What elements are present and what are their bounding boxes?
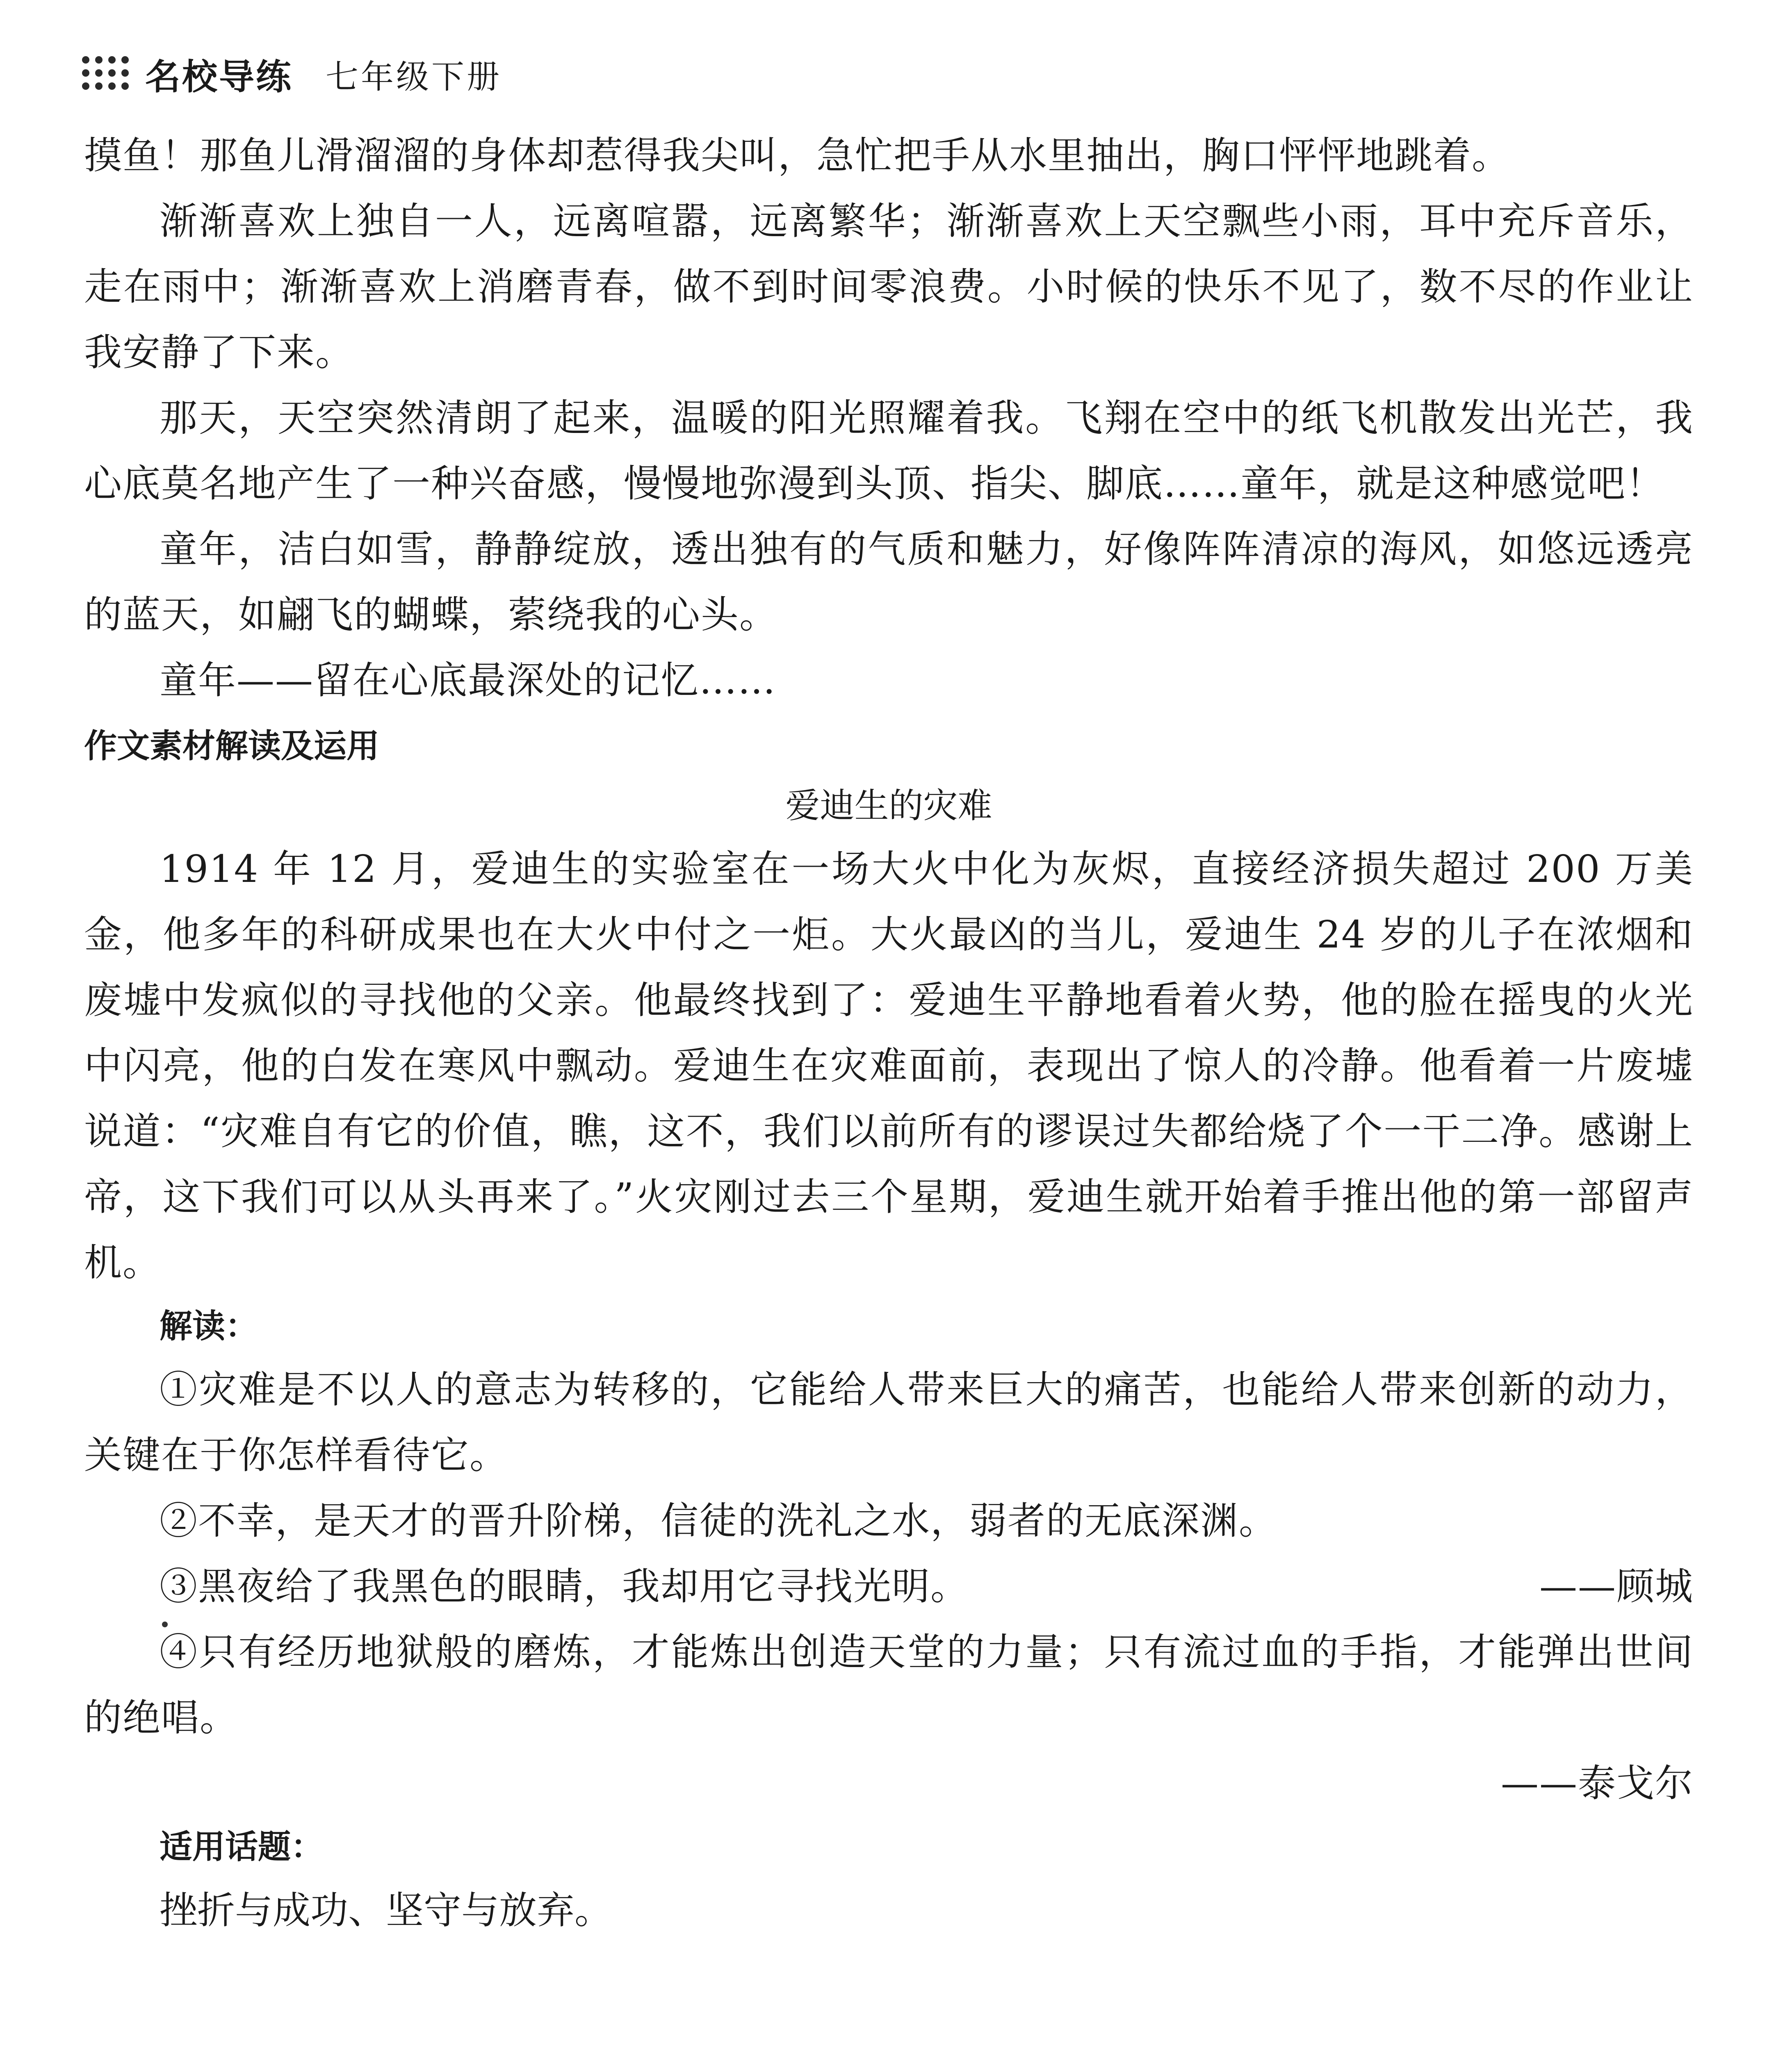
essay-paragraph: 渐渐喜欢上独自一人，远离喧嚣，远离繁华；渐渐喜欢上天空飘些小雨，耳中充斥音乐，走在雨中；渐渐喜欢上消磨青春，做不到时间零浪费。小时候的快乐不见了，数不尽的作业让我安静了下来。 <box>84 199 1694 374</box>
story-title: 爱迪生的灾难 <box>785 786 992 826</box>
quote-author: ——泰戈尔 <box>1500 1761 1694 1805</box>
quote-text: ④只有经历地狱般的磨炼，才能炼出创造天堂的力量；只有流过血的手指，才能弹出世间的绝唱。 <box>84 1630 1694 1740</box>
story-text: 1914 年 12 月，爱迪生的实验室在一场大火中化为灰烬，直接经济损失超过 200 万美金，他多年的科研成果也在大火中付之一炬。大火最凶的当儿，爱迪生 24 岁的儿子在浓烟和废墟中发疯似的寻找他的父亲。他最终找到了：爱迪生平静地看着火势，他的脸在摇曳的火光中闪亮，他的白发在寒风中飘动。爱迪生在灾难面前，表现出了惊人的冷静。他看着一片废墟说道：“灾难自有它的价值，瞧，这不，我们以前所有的谬误过失都给烧了个一干二净。感谢上帝，这下我们可以从头再来了。”火灾刚过去三个星期，爱迪生就开始着手推出他的第一部留声机。 <box>84 847 1694 1285</box>
interpretation-item: ②不幸，是天才的晋升阶梯，信徒的洗礼之水，弱者的无底深渊。 <box>160 1499 1278 1543</box>
quote-item <box>84 1620 1694 1816</box>
essay-paragraph: 摸鱼！那鱼儿滑溜溜的身体却惹得我尖叫，急忙把手从水里抽出，胸口怦怦地跳着。 <box>84 134 1511 178</box>
dots-logo-icon <box>82 56 130 91</box>
series-brand: 名校导练 <box>145 57 293 98</box>
interpretation-item: ①灾难是不以人的意志为转移的，它能给人带来巨大的痛苦，也能给人带来创新的动力，关键在于你怎样看待它。 <box>84 1368 1694 1477</box>
essay-paragraph: 那天，天空突然清朗了起来，温暖的阳光照耀着我。飞翔在空中的纸飞机散发出光芒，我心底莫名地产生了一种兴奋感，慢慢地弥漫到头顶、指尖、脚底……童年，就是这种感觉吧！ <box>84 396 1694 506</box>
essay-paragraph: 童年，洁白如雪，静静绽放，透出独有的气质和魅力，好像阵阵清凉的海风，如悠远透亮的蓝天，如翩飞的蝴蝶，萦绕我的心头。 <box>84 527 1694 637</box>
interpretation-label: 解读： <box>160 1307 258 1345</box>
section-title: 作文素材解读及运用 <box>84 727 379 765</box>
quote-item <box>84 1554 1694 1620</box>
essay-paragraph: 童年——留在心底最深处的记忆…… <box>160 658 777 702</box>
quote-author: ——顾城 <box>1539 1565 1694 1608</box>
quote-text: ③黑夜给了我黑色的眼睛，我却用它寻找光明。 <box>160 1565 969 1608</box>
grade-label: 七年级下册 <box>326 57 502 96</box>
page-content <box>84 123 1694 1943</box>
topics-label: 适用话题： <box>160 1828 324 1866</box>
topics-text: 挫折与成功、坚守与放弃。 <box>160 1888 613 1932</box>
page-header <box>82 45 502 102</box>
scan-speck <box>162 1622 168 1627</box>
